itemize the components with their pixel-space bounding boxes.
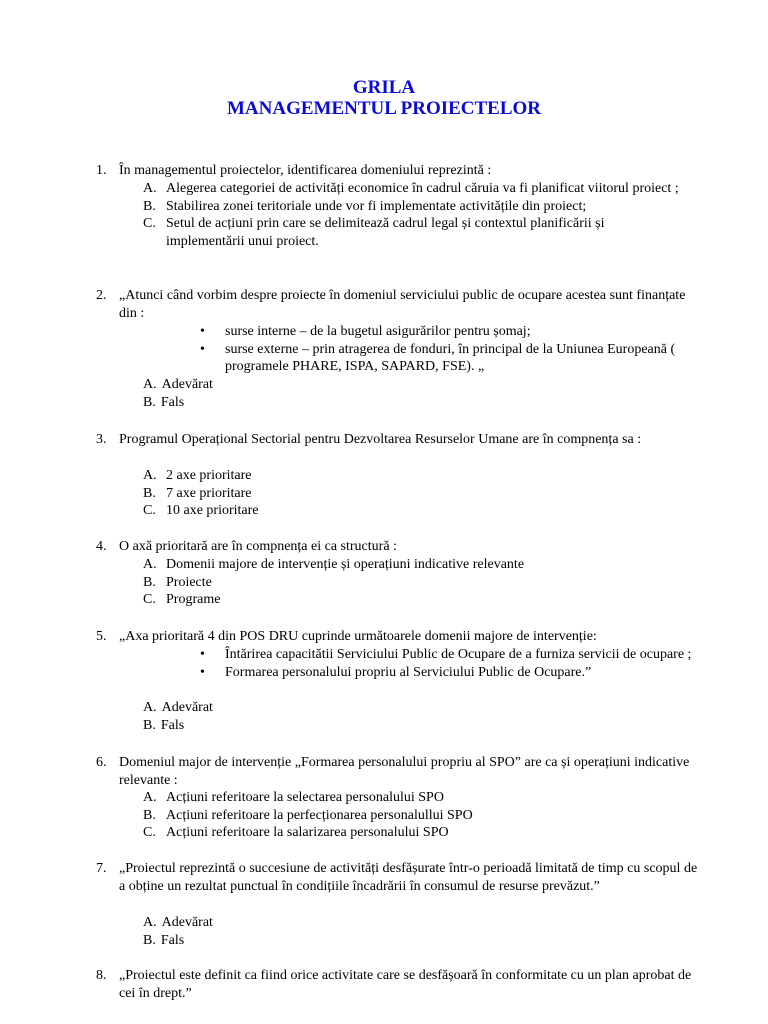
option-a: A. Alegerea categoriei de activități economice în cadrul căruia va fi planificat viitorul proiect ;: [143, 181, 679, 196]
question-stem: Domeniul major de intervenție „Formarea personalului propriu al SPO” are ca și operațiuni indicative relevante :: [119, 755, 690, 788]
question-stem: „Proiectul reprezintă o succesiune de activități desfășurate într-o perioadă limitată de timp cu scopul de a obține un rezultat punctual în condițiile încadrării în consumul de resurse prevăzut.”: [119, 861, 698, 894]
options: [143, 467, 683, 520]
option-b: B. Stabilirea zonei teritoriale unde vor fi implementate activitățile din proiect;: [143, 198, 587, 214]
options: [143, 914, 683, 949]
option-a: A. Adevărat: [143, 377, 213, 392]
bullet-list: [200, 646, 700, 681]
question-number: 2.: [96, 288, 107, 303]
question-stem: Programul Operațional Sectorial pentru Dezvoltarea Resurselor Umane are în compnența sa :: [119, 432, 642, 447]
option-a: A. 2 axe prioritare: [143, 468, 252, 483]
option-c: C. Setul de acțiuni prin care se delimitează cadrul legal și contextul planificării și implementării unui proiect.: [143, 216, 605, 249]
option-b: B. Proiecte: [143, 574, 212, 590]
option-b: B. Fals: [143, 717, 185, 733]
bullet-item: • Formarea personalului propriu al Serviciului Public de Ocupare.”: [200, 664, 592, 680]
bullet-item: • surse interne – de la bugetul asigurărilor pentru șomaj;: [200, 324, 531, 339]
title-line-2: MANAGEMENTUL PROIECTELOR: [226, 98, 542, 119]
options: [143, 789, 683, 842]
options: [143, 699, 683, 734]
question-number: 3.: [96, 432, 107, 447]
question-stem: O axă prioritară are în compnența ei ca structură :: [119, 539, 397, 554]
bullet-icon: •: [200, 664, 205, 680]
question-number: 7.: [96, 861, 107, 876]
title-line-1: GRILA: [352, 77, 416, 98]
option-c: C. Programe: [143, 592, 221, 607]
option-b: B. Fals: [143, 932, 185, 948]
option-a: A. Adevărat: [143, 915, 213, 930]
bullet-list: [200, 323, 700, 376]
options: [143, 180, 683, 250]
bullet-item: • surse externe – prin atragerea de fonduri, în principal de la Uniunea Europeană ( programele PHARE, ISPA, SAPARD, FSE). „: [200, 341, 676, 374]
question-stem: „Proiectul este definit ca fiind orice activitate care se desfășoară în conformitate cu un plan aprobat de cei în drept.”: [119, 968, 692, 1001]
question-stem: În managementul proiectelor, identificarea domeniului reprezintă :: [119, 163, 492, 178]
option-a: A. Domenii majore de intervenție și operațiuni indicative relevante: [143, 557, 525, 572]
options: [143, 376, 683, 411]
bullet-icon: •: [200, 647, 205, 662]
bullet-icon: •: [200, 341, 205, 357]
option-c: C. Acțiuni referitoare la salarizarea personalului SPO: [143, 825, 449, 840]
option-a: A. Adevărat: [143, 700, 213, 715]
question-number: 5.: [96, 629, 107, 644]
bullet-item: • Întărirea capacitătii Serviciului Public de Ocupare de a furniza servicii de ocupare ;: [200, 647, 692, 662]
option-b: B. Fals: [143, 394, 185, 410]
option-b: B. Acțiuni referitoare la perfecționarea personalullui SPO: [143, 807, 473, 823]
options: [143, 556, 683, 609]
question-number: 6.: [96, 755, 107, 770]
question-number: 1.: [96, 163, 107, 178]
option-c: C. 10 axe prioritare: [143, 503, 259, 518]
question-stem: „Axa prioritară 4 din POS DRU cuprinde următoarele domenii majore de intervenție:: [119, 629, 597, 644]
question-number: 4.: [96, 539, 107, 554]
bullet-icon: •: [200, 324, 205, 339]
option-a: A. Acțiuni referitoare la selectarea personalului SPO: [143, 790, 444, 805]
option-b: B. 7 axe prioritare: [143, 485, 252, 501]
question-number: 8.: [96, 968, 107, 983]
question-stem: „Atunci când vorbim despre proiecte în domeniul serviciului public de ocupare acestea sunt finanțate din :: [119, 288, 686, 321]
